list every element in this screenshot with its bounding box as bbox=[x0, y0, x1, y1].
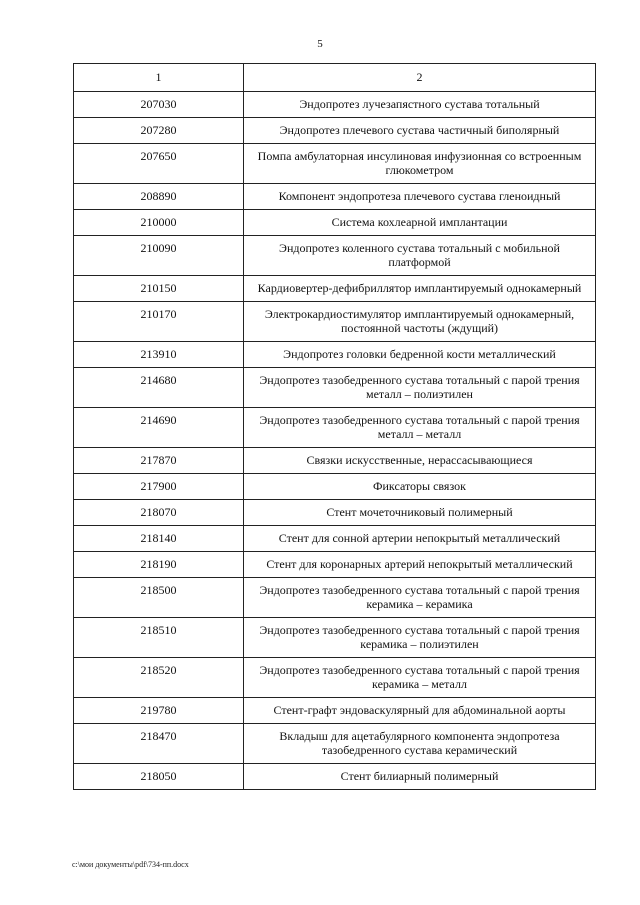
row-name: Фиксаторы связок bbox=[244, 474, 596, 500]
row-name: Эндопротез коленного сустава тотальный с мобильной платформой bbox=[244, 236, 596, 276]
table-row bbox=[74, 698, 596, 724]
row-name: Вкладыш для ацетабулярного компонента эндопротеза тазобедренного сустава керамический bbox=[244, 724, 596, 764]
table-row bbox=[74, 578, 596, 618]
table-row bbox=[74, 724, 596, 764]
table-row bbox=[74, 552, 596, 578]
row-code: 218500 bbox=[74, 578, 244, 618]
row-code: 217900 bbox=[74, 474, 244, 500]
table-row bbox=[74, 474, 596, 500]
row-code: 210090 bbox=[74, 236, 244, 276]
table-row bbox=[74, 764, 596, 790]
row-code: 218510 bbox=[74, 618, 244, 658]
row-code: 207030 bbox=[74, 92, 244, 118]
row-name: Эндопротез головки бедренной кости металлический bbox=[244, 342, 596, 368]
row-name: Эндопротез тазобедренного сустава тотальный с парой трения металл – металл bbox=[244, 408, 596, 448]
row-name: Эндопротез тазобедренного сустава тотальный с парой трения керамика – металл bbox=[244, 658, 596, 698]
row-name: Компонент эндопротеза плечевого сустава гленоидный bbox=[244, 184, 596, 210]
row-name: Стент билиарный полимерный bbox=[244, 764, 596, 790]
table-row bbox=[74, 118, 596, 144]
table-row bbox=[74, 184, 596, 210]
table-row bbox=[74, 302, 596, 342]
table-row bbox=[74, 526, 596, 552]
row-name: Стент для коронарных артерий непокрытый металлический bbox=[244, 552, 596, 578]
row-code: 210170 bbox=[74, 302, 244, 342]
table-row bbox=[74, 368, 596, 408]
table-row bbox=[74, 342, 596, 368]
table-row bbox=[74, 618, 596, 658]
row-code: 213910 bbox=[74, 342, 244, 368]
row-name: Эндопротез плечевого сустава частичный биполярный bbox=[244, 118, 596, 144]
row-name: Система кохлеарной имплантации bbox=[244, 210, 596, 236]
row-code: 210150 bbox=[74, 276, 244, 302]
row-code: 218190 bbox=[74, 552, 244, 578]
row-code: 207280 bbox=[74, 118, 244, 144]
row-name: Эндопротез тазобедренного сустава тотальный с парой трения керамика – полиэтилен bbox=[244, 618, 596, 658]
table-row bbox=[74, 210, 596, 236]
column-header-code: 1 bbox=[74, 64, 244, 92]
table-row bbox=[74, 448, 596, 474]
row-code: 214690 bbox=[74, 408, 244, 448]
table-header-row bbox=[74, 64, 596, 92]
table-row bbox=[74, 408, 596, 448]
table-row bbox=[74, 236, 596, 276]
row-name: Помпа амбулаторная инсулиновая инфузионная со встроенным глюкометром bbox=[244, 144, 596, 184]
row-name: Стент-графт эндоваскулярный для абдоминальной аорты bbox=[244, 698, 596, 724]
row-name: Эндопротез тазобедренного сустава тотальный с парой трения керамика – керамика bbox=[244, 578, 596, 618]
column-header-name: 2 bbox=[244, 64, 596, 92]
row-code: 218050 bbox=[74, 764, 244, 790]
row-code: 219780 bbox=[74, 698, 244, 724]
row-name: Стент мочеточниковый полимерный bbox=[244, 500, 596, 526]
table-row bbox=[74, 658, 596, 698]
row-code: 214680 bbox=[74, 368, 244, 408]
row-name: Эндопротез лучезапястного сустава тотальный bbox=[244, 92, 596, 118]
row-code: 208890 bbox=[74, 184, 244, 210]
table-row bbox=[74, 500, 596, 526]
row-name: Связки искусственные, нерассасывающиеся bbox=[244, 448, 596, 474]
row-name: Кардиовертер-дефибриллятор имплантируемый однокамерный bbox=[244, 276, 596, 302]
row-code: 218070 bbox=[74, 500, 244, 526]
row-code: 218520 bbox=[74, 658, 244, 698]
row-name: Стент для сонной артерии непокрытый металлический bbox=[244, 526, 596, 552]
row-code: 218470 bbox=[74, 724, 244, 764]
footer-file-path: c:\мои документы\pdf\734-пп.docx bbox=[72, 860, 189, 869]
device-registry-table bbox=[73, 63, 596, 790]
table-row bbox=[74, 92, 596, 118]
table-row bbox=[74, 144, 596, 184]
row-code: 217870 bbox=[74, 448, 244, 474]
row-code: 207650 bbox=[74, 144, 244, 184]
row-name: Электрокардиостимулятор имплантируемый однокамерный, постоянной частоты (ждущий) bbox=[244, 302, 596, 342]
page-number: 5 bbox=[317, 38, 323, 50]
table-row bbox=[74, 276, 596, 302]
row-name: Эндопротез тазобедренного сустава тотальный с парой трения металл – полиэтилен bbox=[244, 368, 596, 408]
row-code: 218140 bbox=[74, 526, 244, 552]
row-code: 210000 bbox=[74, 210, 244, 236]
